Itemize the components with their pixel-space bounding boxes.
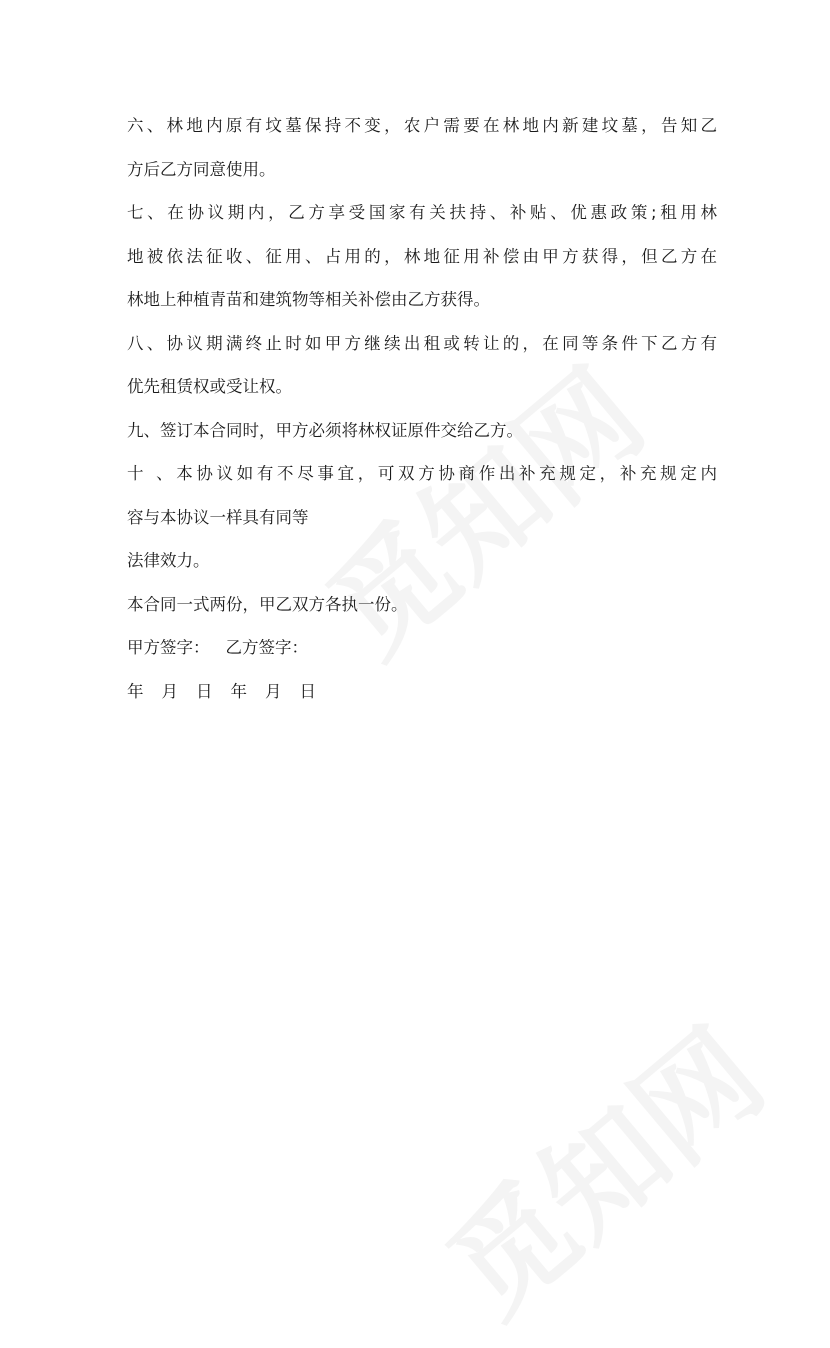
party-b-signature-label: 乙方签字：: [225, 638, 308, 657]
clause-6-line-2: 方后乙方同意使用。: [127, 159, 276, 179]
date-year-b: 年: [230, 681, 247, 701]
copies-statement: 本合同一式两份，甲乙双方各执一份。: [127, 594, 408, 614]
signature-line: [127, 626, 717, 670]
clause-8-line-2: 优先租赁权或受让权。: [127, 377, 292, 396]
watermark-bottom: [407, 984, 793, 1347]
date-month-a: 月: [161, 681, 178, 701]
date-line: [127, 670, 717, 714]
clause-7-line-1: 七、在协议期内，乙方享受国家有关扶持、补贴、优惠政策;租用林: [127, 203, 717, 222]
clause-10-line-1: 十 、本协议如有不尽事宜，可双方协商作出补充规定，补充规定内: [127, 464, 717, 483]
date-year-a: 年: [127, 681, 144, 701]
clause-7-line-2: 地被依法征收、征用、占用的，林地征用补偿由甲方获得，但乙方在: [127, 246, 717, 266]
date-day-a: 日: [196, 681, 213, 701]
clause-8-line-1: 八、协议期满终止时如甲方继续出租或转让的，在同等条件下乙方有: [127, 333, 717, 353]
date-month-b: 月: [265, 681, 282, 701]
clause-10-line-2: 容与本协议一样具有同等: [127, 507, 309, 527]
clause-6-line-1: 六、林地内原有坟墓保持不变，农户需要在林地内新建坟墓，告知乙: [127, 116, 717, 135]
clause-10-line-3: 法律效力。: [127, 551, 210, 570]
contract-body: [127, 104, 717, 713]
clause-9-line-1: 九、签订本合同时，甲方必须将林权证原件交给乙方。: [127, 420, 523, 440]
date-day-b: 日: [299, 681, 316, 701]
party-a-signature-label: 甲方签字：: [127, 638, 210, 657]
clause-7-line-3: 林地上种植青苗和建筑物等相关补偿由乙方获得。: [127, 290, 490, 309]
